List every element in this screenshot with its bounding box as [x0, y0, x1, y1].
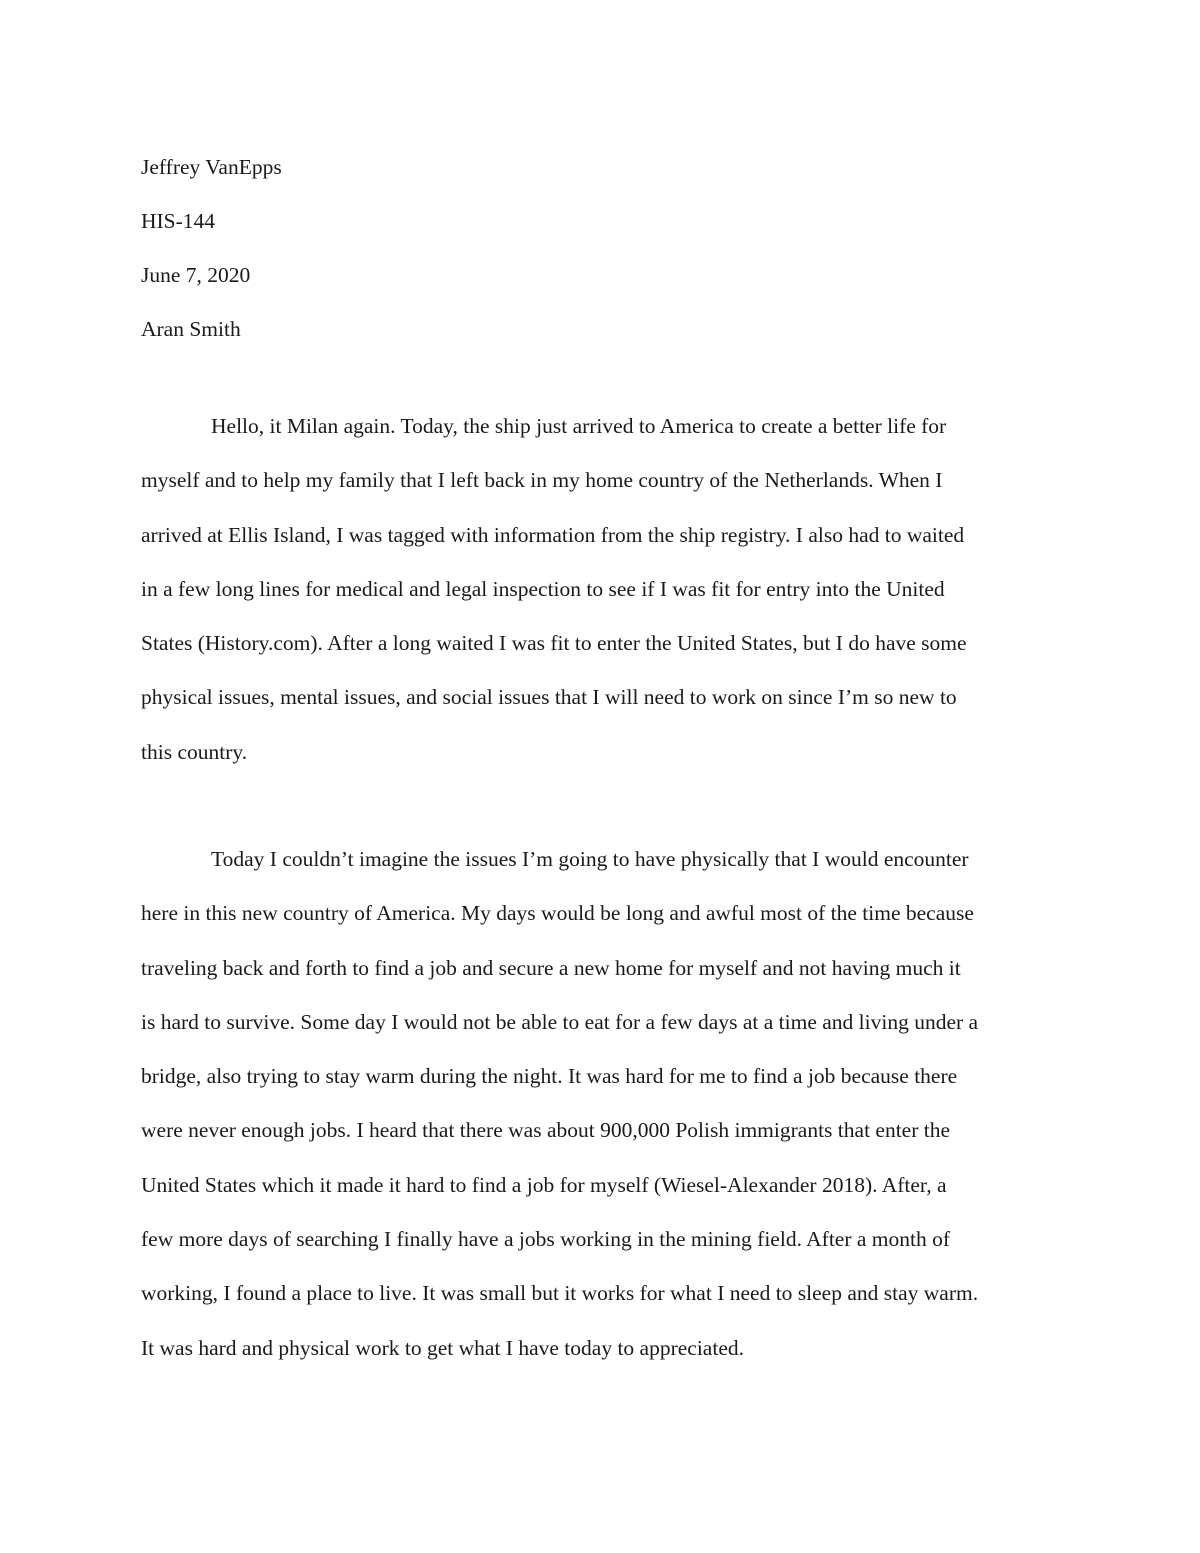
paragraph-line: States (History.com). After a long waited I was fit to enter the United States, but I do have some	[141, 631, 967, 656]
paragraph-line: here in this new country of America. My days would be long and awful most of the time because	[141, 901, 974, 926]
paragraph-line: working, I found a place to live. It was small but it works for what I need to sleep and stay warm.	[141, 1281, 979, 1306]
paragraph-line: physical issues, mental issues, and social issues that I will need to work on since I’m so new to	[141, 685, 957, 710]
paragraph-line: few more days of searching I finally have a jobs working in the mining field. After a month of	[141, 1227, 951, 1252]
document-date: June 7, 2020	[141, 263, 251, 287]
paragraph-line: this country.	[141, 739, 248, 764]
paragraph-line: Hello, it Milan again. Today, the ship just arrived to America to create a better life for	[211, 414, 947, 438]
document-header	[141, 140, 1061, 356]
instructor-name: Aran Smith	[141, 317, 241, 341]
paragraph-line: traveling back and forth to find a job and secure a new home for myself and not having much it	[141, 955, 961, 980]
paragraph-line: arrived at Ellis Island, I was tagged with information from the ship registry. I also had to waited	[141, 522, 965, 547]
paragraph-line: myself and to help my family that I left back in my home country of the Netherlands. When I	[141, 468, 943, 493]
paragraph-2	[141, 832, 1061, 1375]
paragraph-line: bridge, also trying to stay warm during the night. It was hard for me to find a job because there	[141, 1064, 958, 1089]
paragraph-line: were never enough jobs. I heard that there was about 900,000 Polish immigrants that enter the	[141, 1118, 951, 1143]
paragraph-line: in a few long lines for medical and legal inspection to see if I was fit for entry into the United	[141, 576, 945, 601]
author-name: Jeffrey VanEpps	[141, 155, 282, 179]
paragraph-line: is hard to survive. Some day I would not be able to eat for a few days at a time and living under a	[141, 1009, 979, 1034]
paragraph-line: It was hard and physical work to get what I have today to appreciated.	[141, 1335, 744, 1360]
course-code: HIS-144	[141, 209, 216, 233]
paragraph-1	[141, 399, 1061, 779]
paragraph-line: United States which it made it hard to find a job for myself (Wiesel-Alexander 2018). After, a	[141, 1172, 947, 1197]
paragraph-line: Today I couldn’t imagine the issues I’m going to have physically that I would encounter	[211, 847, 969, 871]
